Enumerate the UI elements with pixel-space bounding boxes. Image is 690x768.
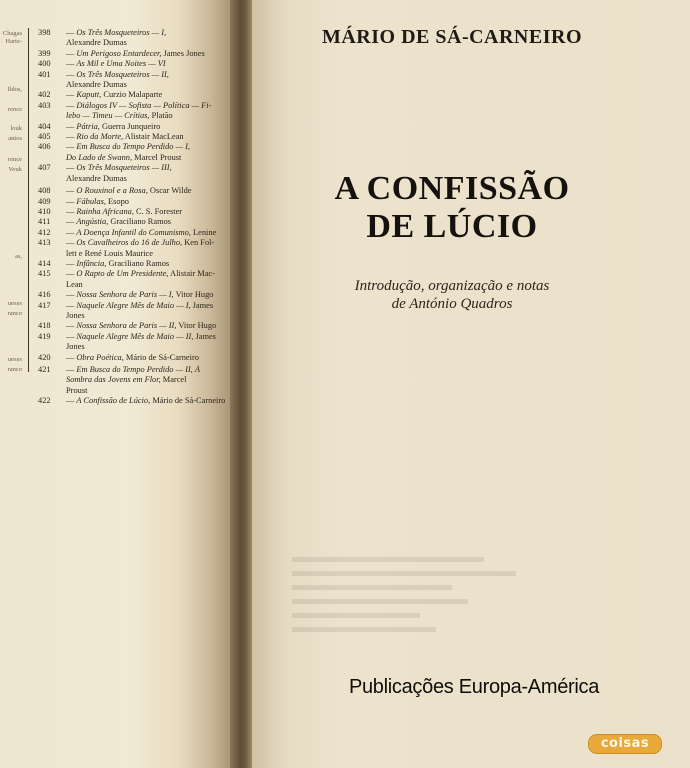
- entry-continued: Alexandre Dumas: [66, 38, 127, 48]
- coisas-watermark: coisas: [588, 734, 662, 754]
- entry-text: — Um Perigoso Entardecer, James Jones: [66, 48, 205, 58]
- entry-author: James: [190, 300, 214, 310]
- entry-author: Mário de Sá-Carneiro: [150, 396, 226, 406]
- entry-continued: Alexandre Dumas: [66, 80, 127, 90]
- list-item: [38, 290, 233, 300]
- list-item: [38, 101, 233, 122]
- entry-author: Esopo: [105, 196, 129, 206]
- entry-author: Guerra Junqueiro: [99, 121, 161, 131]
- list-item: [38, 238, 233, 259]
- entry-title: A Confissão de Lúcio,: [76, 396, 151, 406]
- entry-number: 411: [38, 217, 51, 227]
- list-item: [38, 197, 233, 207]
- entry-text: — Diálogos IV — Sofista — Política — Fi- lebo — Timeu — Crítias, Platão: [66, 100, 212, 121]
- entry-title: Diálogos IV — Sofista — Política — Fi-: [76, 100, 212, 110]
- entry-continued: Alexandre Dumas: [66, 173, 127, 183]
- entry-number: 401: [38, 69, 51, 79]
- list-item: [38, 122, 233, 132]
- list-item: [38, 301, 233, 322]
- entry-number: 404: [38, 121, 51, 131]
- margin-fragment: louk: [10, 125, 22, 132]
- list-item: [38, 228, 233, 238]
- entry-number: 410: [38, 206, 51, 216]
- entry-number: 412: [38, 227, 51, 237]
- entry-author: Graciliano Ramos: [106, 258, 170, 268]
- entry-title: Os Cavalheiros do 16 de Julho,: [76, 238, 183, 248]
- list-item: [38, 142, 233, 163]
- intro-line-1: Introdução, organização e notas: [354, 278, 550, 294]
- entry-title: Em Busca do Tempo Perdido — II, À: [76, 365, 200, 374]
- entry-author: Curzio Malaparte: [101, 90, 163, 100]
- margin-fragment: Vouk: [8, 166, 22, 173]
- entry-title-continued: Do Lado de Swann,: [66, 152, 133, 162]
- entry-title: Os Três Mosqueteiros — I,: [76, 28, 167, 37]
- entry-continued: Jones: [66, 310, 85, 320]
- margin-fragment: antos: [8, 135, 22, 142]
- entry-text: — Angústia, Graciliano Ramos: [66, 217, 172, 227]
- list-item: [38, 396, 233, 406]
- entry-text: — O Rapto de Um Presidente, Alistair Mac- Lean: [66, 269, 215, 289]
- entry-text: — Infância, Graciliano Ramos: [66, 258, 170, 268]
- entry-title: Fábulas,: [76, 196, 106, 206]
- margin-fragment: as,: [14, 253, 22, 260]
- list-item: [38, 163, 233, 184]
- entry-title-continued: Sombra das Jovens em Flor,: [66, 375, 161, 385]
- entry-author: Vitor Hugo: [176, 321, 217, 331]
- left-margin-fragments: [0, 0, 22, 400]
- list-item: [38, 332, 233, 353]
- entry-number: 421: [38, 365, 51, 374]
- list-item: [38, 49, 233, 59]
- list-item: [38, 186, 233, 196]
- entry-text: — Os Três Mosqueteiros — II, Alexandre Dumas: [66, 69, 169, 90]
- entry-text: — O Rouxinol e a Rosa, Oscar Wilde: [66, 186, 192, 196]
- entry-text: — Rio da Morte, Alistair MacLean: [66, 132, 184, 142]
- margin-fragment: ueses: [7, 356, 22, 363]
- entry-title: Infância,: [76, 258, 107, 268]
- entry-number: 407: [38, 163, 51, 173]
- column-divider: [28, 28, 29, 372]
- entry-title: A Doença Infantil do Comunismo,: [76, 227, 191, 237]
- entry-title: Rainha Africana,: [76, 206, 134, 216]
- entry-number: 409: [38, 196, 51, 206]
- entry-number: 402: [38, 90, 51, 100]
- entry-number: 419: [38, 331, 51, 341]
- entry-number: 420: [38, 352, 51, 362]
- list-item: [38, 353, 233, 363]
- entry-title: Um Perigoso Entardecer,: [76, 48, 162, 58]
- entry-text: — Fábulas, Esopo: [66, 196, 129, 206]
- entry-author: Mário de Sá-Carneiro: [123, 352, 199, 362]
- list-item: [38, 269, 233, 290]
- entry-text: — Kaputt, Curzio Malaparte: [66, 90, 163, 100]
- entry-author: Alistair MacLean: [123, 132, 184, 142]
- entry-text: — Em Busca do Tempo Perdido — II, À Sombra das Jovens em Flor, Marcel Proust: [66, 365, 200, 395]
- entry-title: Os Três Mosqueteiros — III,: [76, 163, 172, 173]
- entry-title: Nossa Senhora de Paris — II,: [76, 321, 177, 331]
- entry-number: 414: [38, 258, 51, 268]
- entry-continued: Jones: [66, 342, 85, 352]
- entry-text: — As Mil e Uma Noites — VI: [66, 59, 166, 69]
- entry-text: — Os Cavalheiros do 16 de Julho, Ken Fol- lett e René Louis Maurice: [66, 238, 215, 258]
- list-item: [38, 259, 233, 269]
- entry-author: Oscar Wilde: [147, 186, 192, 196]
- entry-title: Em Busca do Tempo Perdido — I,: [76, 142, 190, 152]
- book-title-line-1: A CONFISSÃO: [334, 170, 570, 207]
- show-through-text: [292, 548, 612, 668]
- entry-title: Rio da Morte,: [76, 132, 124, 142]
- margin-fragment: Harte-: [5, 38, 22, 45]
- entry-number: 417: [38, 300, 51, 310]
- title-page: [252, 0, 690, 768]
- margin-fragment: rence: [7, 106, 22, 113]
- entry-text: — Os Três Mosqueteiros — III, Alexandre Dumas: [66, 163, 172, 183]
- list-item: [38, 321, 233, 331]
- entry-author: Graciliano Ramos: [108, 217, 172, 227]
- entry-text: — A Confissão de Lúcio, Mário de Sá-Carneiro: [66, 396, 226, 406]
- entry-text: — Rainha Africana, C. S. Forester: [66, 206, 183, 216]
- entry-text: — Nossa Senhora de Paris — I, Vitor Hugo: [66, 290, 214, 300]
- entry-author: Lenine: [190, 227, 217, 237]
- entry-text: — Os Três Mosqueteiros — I, Alexandre Dumas: [66, 28, 167, 48]
- list-item: [38, 217, 233, 227]
- entry-title: Kaputt,: [76, 90, 102, 100]
- entry-number: 406: [38, 142, 51, 152]
- entry-number: 405: [38, 132, 51, 142]
- book-list: [38, 28, 233, 407]
- entry-text: — Nossa Senhora de Paris — II, Vitor Hugo: [66, 321, 217, 331]
- margin-fragment: ranco: [7, 366, 22, 373]
- entry-number: 416: [38, 290, 51, 300]
- entry-title: Obra Poética,: [76, 352, 124, 362]
- entry-title: O Rapto de Um Presidente,: [76, 269, 169, 279]
- author-name: MÁRIO DE SÁ-CARNEIRO: [321, 26, 582, 48]
- entry-text: — Naquele Alegre Mês de Maio — II, James Jones: [66, 331, 216, 352]
- list-item: [38, 132, 233, 142]
- entry-author: James Jones: [161, 48, 205, 58]
- entry-number: 413: [38, 238, 51, 248]
- entry-number: 418: [38, 321, 51, 331]
- margin-fragment: ueses: [7, 300, 22, 307]
- entry-continued: Lean: [66, 279, 83, 289]
- entry-text: — Obra Poética, Mário de Sá-Carneiro: [66, 352, 199, 362]
- entry-title: As Mil e Uma Noites — VI: [76, 59, 166, 69]
- entry-text: — Em Busca do Tempo Perdido — I, Do Lado de Swann, Marcel Proust: [66, 142, 190, 162]
- intro-line-2: de António Quadros: [391, 296, 513, 312]
- entry-title: Naquele Alegre Mês de Maio — I,: [76, 300, 191, 310]
- entry-title: Pátria,: [76, 121, 100, 131]
- entry-title: Naquele Alegre Mês de Maio — II,: [76, 331, 194, 341]
- list-item: [38, 207, 233, 217]
- list-item: [38, 365, 233, 396]
- list-item: [38, 90, 233, 100]
- entry-number: 415: [38, 269, 51, 279]
- entry-number: 403: [38, 100, 51, 110]
- margin-fragment: rence: [7, 156, 22, 163]
- entry-author: Vitor Hugo: [173, 290, 214, 300]
- entry-title: Nossa Senhora de Paris — I,: [76, 290, 174, 300]
- left-page: [0, 0, 238, 768]
- entry-text: — Naquele Alegre Mês de Maio — I, James Jones: [66, 300, 214, 320]
- entry-continued: Marcel Proust: [132, 152, 182, 162]
- entry-continued: Marcel: [160, 375, 187, 385]
- list-item: [38, 70, 233, 91]
- entry-continued: Platão: [149, 111, 173, 121]
- entry-author: C. S. Forester: [133, 206, 183, 216]
- entry-number: 400: [38, 59, 51, 69]
- entry-title: Angústia,: [76, 217, 109, 227]
- entry-continued: Proust: [66, 385, 88, 395]
- entry-title-continued: lebo — Timeu — Crítias,: [66, 111, 150, 121]
- entry-text: — A Doença Infantil do Comunismo, Lenine: [66, 227, 217, 237]
- margin-fragment: ranco: [7, 310, 22, 317]
- margin-fragment: Ildos,: [7, 86, 22, 93]
- entry-number: 398: [38, 28, 51, 37]
- entry-title: O Rouxinol e a Rosa,: [76, 186, 148, 196]
- entry-author: Ken Fol-: [182, 238, 215, 248]
- entry-number: 399: [38, 48, 51, 58]
- entry-author: James: [193, 331, 216, 341]
- list-item: [38, 28, 233, 49]
- list-item: [38, 59, 233, 69]
- book-title-line-2: DE LÚCIO: [366, 208, 538, 245]
- entry-continued: lett e René Louis Maurice: [66, 248, 153, 258]
- entry-text: — Pátria, Guerra Junqueiro: [66, 121, 161, 131]
- entry-number: 408: [38, 186, 51, 196]
- margin-fragment: Chagas: [2, 30, 22, 37]
- entry-number: 422: [38, 396, 51, 406]
- entry-author: Alistair Mac-: [168, 269, 215, 279]
- publisher-name: Publicações Europa-América: [348, 676, 600, 698]
- entry-title: Os Três Mosqueteiros — II,: [76, 69, 169, 79]
